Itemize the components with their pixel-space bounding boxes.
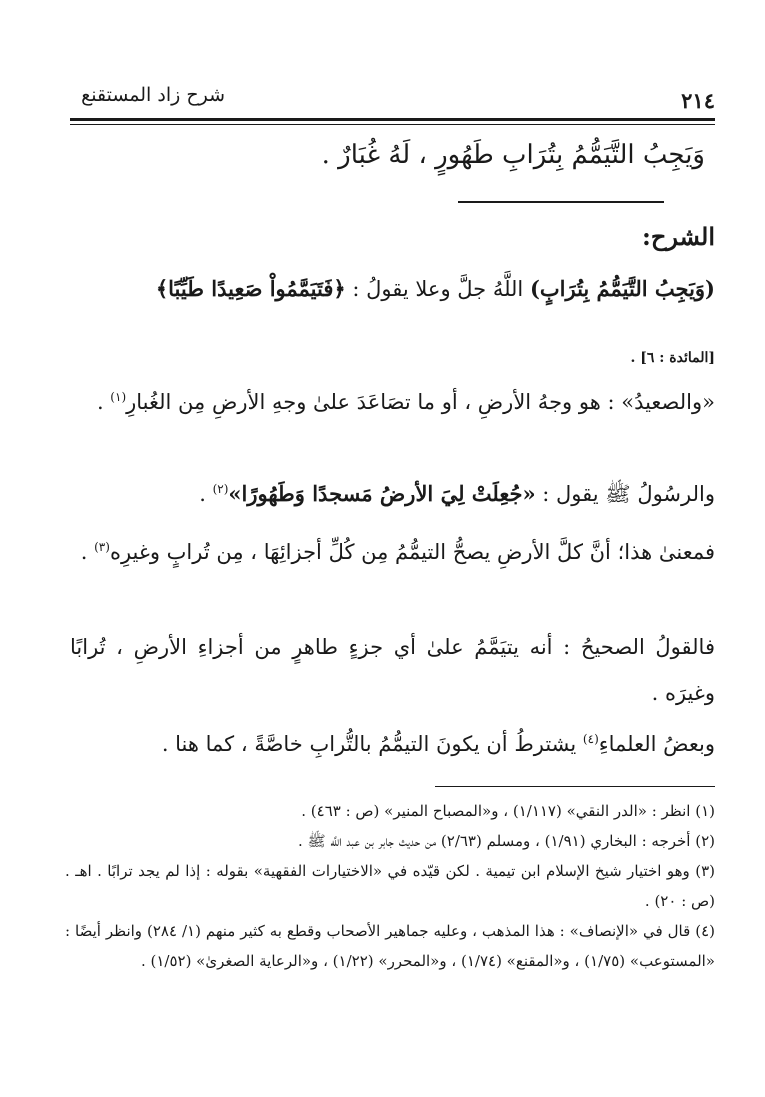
paragraph-2: [70, 374, 715, 425]
verse-reference: [المائدة : ٦] .: [630, 350, 715, 366]
paragraph-end: يشترطُ أن يكونَ التيمُّمُ بالتُّرابِ خاصَّةً ، كما هنا .: [161, 732, 583, 756]
paragraph-text: وبعضُ العلماءِ: [598, 732, 715, 756]
footnote-1: (١) انظر : «الدر النقي» (١/١١٧) ، و«المصباح المنير» (ص : ٤٦٣) .: [301, 802, 715, 820]
footnote-marker: (١): [110, 390, 127, 404]
footnote-marker: (٤): [582, 732, 599, 746]
paragraph-end: .: [96, 390, 111, 414]
footnote-marker: (٢): [212, 482, 229, 496]
paragraph-text: فالقولُ الصحيحُ : أنه يتيَمَّمُ علىٰ أي جزءٍ طاهرٍ من أجزاءِ الأرضِ ، تُرابًا وغيرَه .: [70, 635, 715, 705]
paragraph-5: [70, 624, 715, 716]
paragraph-end: .: [80, 540, 95, 564]
header-rule-thick: [70, 118, 715, 121]
matn-quote: (وَيَجِبُ التَّيَمُّمُ بِتُرَابٍ): [529, 276, 715, 301]
running-title: شرح زاد المستقنع: [81, 84, 225, 106]
paragraph-4: [70, 524, 715, 575]
footnote-2: (٢) أخرجه : البخاري (١/٩١) ، ومسلم (٢/٦٣) من حديث جابر بن عبد اللَّه ﷺ .: [297, 832, 715, 850]
hadith-text: «جُعِلَتْ لِيَ الأرضُ مَسجدًا وَطَهُورًا»: [228, 481, 536, 506]
header-rule-thin: [70, 124, 715, 125]
page-header: [70, 76, 715, 116]
footnote-4: (٤) قال في «الإنصاف» : هذا المذهب ، وعليه جماهير الأصحاب وقطع به كثير منهم (١/ ٢٨٤) وانظر أيضًا : «المستوعب» (١/٧٥) ، و«المقنع» (١/٧٤) ، و«المحرر» (١/٢٢) ، و«الرعاية الصغرىٰ» (١/٥٢) .: [65, 922, 715, 970]
footnote-marker: (٣): [94, 540, 110, 554]
footnotes: [65, 796, 715, 976]
paragraph-3: [70, 466, 715, 517]
paragraph-1: [70, 266, 715, 312]
footnote-divider: [435, 786, 715, 787]
paragraph-text: والرسُولُ ﷺ يقول :: [535, 482, 715, 506]
paragraph-text: «والصعيدُ» : هو وجهُ الأرضِ ، أو ما تصَاعَدَ علىٰ وجهِ الأرضِ مِن الغُبارِ: [126, 390, 715, 414]
matn-text: وَيَجِبُ التَّيَمُّمُ بِتُرَابِ طَهُورٍ ، لَهُ غُبَارٌ .: [321, 140, 705, 170]
paragraph-text: فمعنىٰ هذا؛ أنَّ كلَّ الأرضِ يصحُّ التيمُّمُ مِن كُلِّ أجزائِهَا ، مِن تُرابٍ وغيرِه: [109, 540, 715, 564]
matn-divider: [458, 201, 664, 203]
footnote-3: (٣) وهو اختيار شيخ الإسلام ابن تيمية . لكن قيّده في «الاختيارات الفقهية» بقوله : إذا لم يجد ترابًا . اهـ . (ص : ٢٠) .: [65, 862, 715, 910]
page-number: ٢١٤: [681, 88, 715, 113]
quran-verse: ﴿فَتَيَمَّمُواْ صَعِيدًا طَيِّبًا﴾: [155, 276, 346, 301]
paragraph-text: اللَّهُ جلَّ وعلا يقولُ :: [345, 277, 530, 301]
section-heading: الشرح:: [642, 222, 715, 251]
paragraph-6: [70, 716, 715, 767]
paragraph-end: .: [199, 482, 213, 506]
